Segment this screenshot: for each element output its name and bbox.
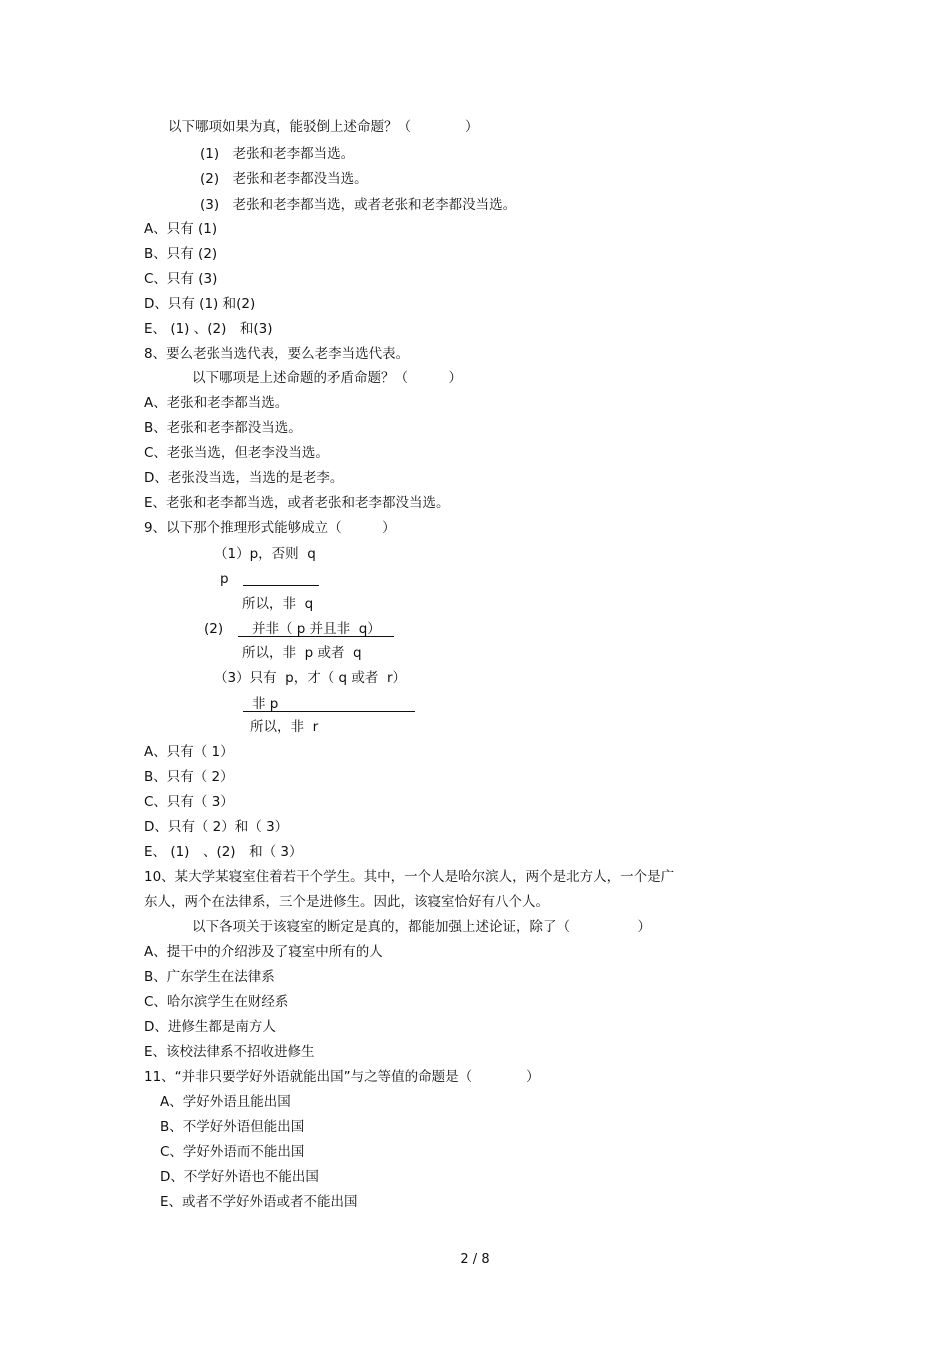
q7-option-d: D、只有 (1) 和(2) <box>144 296 256 312</box>
page-number: 2 / 8 <box>460 1252 490 1267</box>
q11-option-e: E、或者不学好外语或者不能出国 <box>160 1194 358 1210</box>
q9-form3-rule <box>243 711 415 712</box>
q9-form3-premise1: （3）只有 p，才（ q 或者 r） <box>214 670 407 686</box>
q11-option-c: C、学好外语而不能出国 <box>160 1144 305 1160</box>
q10-option-a: A、提干中的介绍涉及了寝室中所有的人 <box>144 944 383 960</box>
q9-option-a: A、只有（ 1） <box>144 744 234 760</box>
q9-form1-conclusion: 所以，非 q <box>242 596 314 612</box>
q7-option-a: A、只有 (1) <box>144 221 218 237</box>
q11-option-b: B、不学好外语但能出国 <box>160 1119 305 1135</box>
q7-question: 以下哪项如果为真，能驳倒上述命题？（ ） <box>168 119 479 135</box>
q10-stem-line2: 东人，两个在法律系，三个是进修生。因此，该寝室恰好有八个人。 <box>144 894 549 910</box>
q9-form3-conclusion: 所以，非 r <box>250 719 319 735</box>
q9-form1-rule <box>243 585 319 586</box>
q9-form3-premise2: 非 p <box>252 696 279 712</box>
q9-option-e: E、 (1) 、(2) 和（ 3） <box>144 844 303 860</box>
q9-form2-label: (2) <box>204 621 224 637</box>
q10-option-b: B、广东学生在法律系 <box>144 969 275 985</box>
q11-stem: 11、“并非只要学好外语就能出国”与之等值的命题是（ ） <box>144 1069 540 1085</box>
q10-option-d: D、进修生都是南方人 <box>144 1019 276 1035</box>
q8-option-e: E、老张和老李都当选，或者老张和老李都没当选。 <box>144 495 450 511</box>
q10-option-e: E、该校法律系不招收进修生 <box>144 1044 315 1060</box>
q7-option-c: C、只有 (3) <box>144 271 218 287</box>
q8-option-b: B、老张和老李都没当选。 <box>144 420 302 436</box>
q9-option-c: C、只有（ 3） <box>144 794 234 810</box>
q8-option-d: D、老张没当选，当选的是老李。 <box>144 470 344 486</box>
q11-option-d: D、不学好外语也不能出国 <box>160 1169 319 1185</box>
q10-stem-line1: 10、某大学某寝室住着若干个学生。其中，一个人是哈尔滨人，两个是北方人，一个是广 <box>144 869 675 885</box>
q7-option-e: E、 (1) 、(2) 和(3) <box>144 321 273 337</box>
q9-form1-premise2: p <box>220 571 229 587</box>
q9-option-d: D、只有（ 2）和（ 3） <box>144 819 289 835</box>
q8-stem: 8、要么老张当选代表，要么老李当选代表。 <box>144 346 410 362</box>
q7-item-3: (3) 老张和老李都当选，或者老张和老李都没当选。 <box>200 197 517 213</box>
q10-question: 以下各项关于该寝室的断定是真的，都能加强上述论证，除了（ ） <box>192 919 651 935</box>
q7-item-2: (2) 老张和老李都没当选。 <box>200 171 368 187</box>
q9-form2-conclusion: 所以，非 p 或者 q <box>242 645 362 661</box>
q8-option-c: C、老张当选，但老李没当选。 <box>144 445 329 461</box>
q9-form2-rule <box>238 636 394 637</box>
q7-option-b: B、只有 (2) <box>144 246 218 262</box>
q10-option-c: C、哈尔滨学生在财经系 <box>144 994 289 1010</box>
q9-form2-premise: 并非（ p 并且非 q） <box>252 621 381 637</box>
q11-option-a: A、学好外语且能出国 <box>160 1094 291 1110</box>
q7-item-1: (1) 老张和老李都当选。 <box>200 146 355 162</box>
q9-form1-premise1: （1）p，否则 q <box>214 546 316 562</box>
q8-question: 以下哪项是上述命题的矛盾命题？（ ） <box>192 370 462 386</box>
q9-stem: 9、以下那个推理形式能够成立（ ） <box>144 520 396 536</box>
q9-option-b: B、只有（ 2） <box>144 769 234 785</box>
q8-option-a: A、老张和老李都当选。 <box>144 395 289 411</box>
